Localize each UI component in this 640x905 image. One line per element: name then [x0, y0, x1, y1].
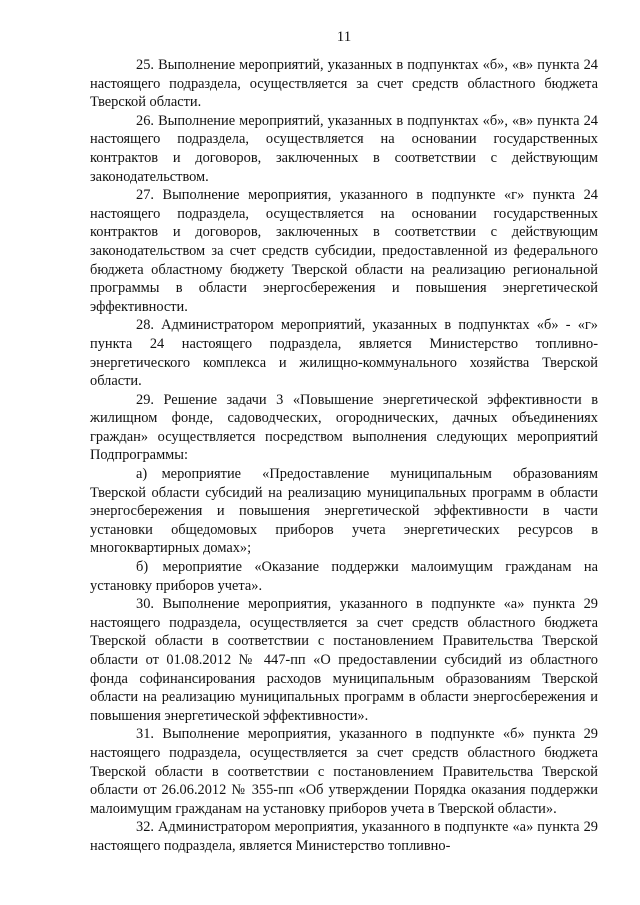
paragraph-32: 32. Администратором мероприятия, указанного в подпункте «а» пункта 29 настоящего подраздела, является Министерство топливно-	[90, 819, 598, 854]
document-page	[90, 28, 598, 856]
paragraph-31: 31. Выполнение мероприятия, указанного в подпункте «б» пункта 29 настоящего подраздела, осуществляется за счет средств областного бюджета Тверской области в соответствии с постановлением Правительства Тверской области от 26.06.2012 № 355-пп «Об утверждении Порядка оказания поддержки малоимущим гражданам на установку приборов учета в Тверской области».	[90, 726, 598, 817]
paragraph-25: 25. Выполнение мероприятий, указанных в подпунктах «б», «в» пункта 24 настоящего подраздела, осуществляется за счет средств областного бюджета Тверской области.	[90, 57, 598, 111]
list-item-a: а) мероприятие «Предоставление муниципальным образованиям Тверской области субсидий на реализацию муниципальных программ в области энергосбережения и повышения энергетической эффективности в части установки общедомовых приборов учета энергетических ресурсов в многоквартирных домах»;	[90, 466, 598, 557]
paragraph-26: 26. Выполнение мероприятий, указанных в подпунктах «б», «в» пункта 24 настоящего подраздела, осуществляется на основании государственных контрактов и договоров, заключенных в соответствии с действующим законодательством.	[90, 112, 598, 185]
paragraph-30: 30. Выполнение мероприятия, указанного в подпункте «а» пункта 29 настоящего подраздела, осуществляется за счет средств областного бюджета Тверской области в соответствии с постановлением Правительства Тверской области от 01.08.2012 № 447-пп «О предоставлении субсидий из областного фонда софинансирования расходов муниципальным образованиям Тверской области на реализацию муниципальных программ в области энергосбережения и повышения энергетической эффективности».	[90, 596, 598, 724]
list-item-b: б) мероприятие «Оказание поддержки малоимущим гражданам на установку приборов учета».	[90, 559, 598, 594]
paragraph-27: 27. Выполнение мероприятия, указанного в подпункте «г» пункта 24 настоящего подраздела, осуществляется на основании государственных контрактов и договоров, заключенных в соответствии с действующим законодательством за счет средств субсидии, предоставленной из федерального бюджета областному бюджету Тверской области на реализацию региональной программы в области энергосбережения и повышения энергетической эффективности.	[90, 187, 598, 315]
paragraph-28: 28. Администратором мероприятий, указанных в подпунктах «б» - «г» пункта 24 настоящего подраздела, является Министерство топливно-энергетического комплекса и жилищно-коммунального хозяйства Тверской области.	[90, 317, 598, 390]
paragraph-29: 29. Решение задачи 3 «Повышение энергетической эффективности в жилищном фонде, садоводческих, огороднических, дачных объединениях граждан» осуществляется посредством выполнения следующих мероприятий Подпрограммы:	[90, 391, 598, 464]
page-number: 11	[336, 29, 352, 45]
